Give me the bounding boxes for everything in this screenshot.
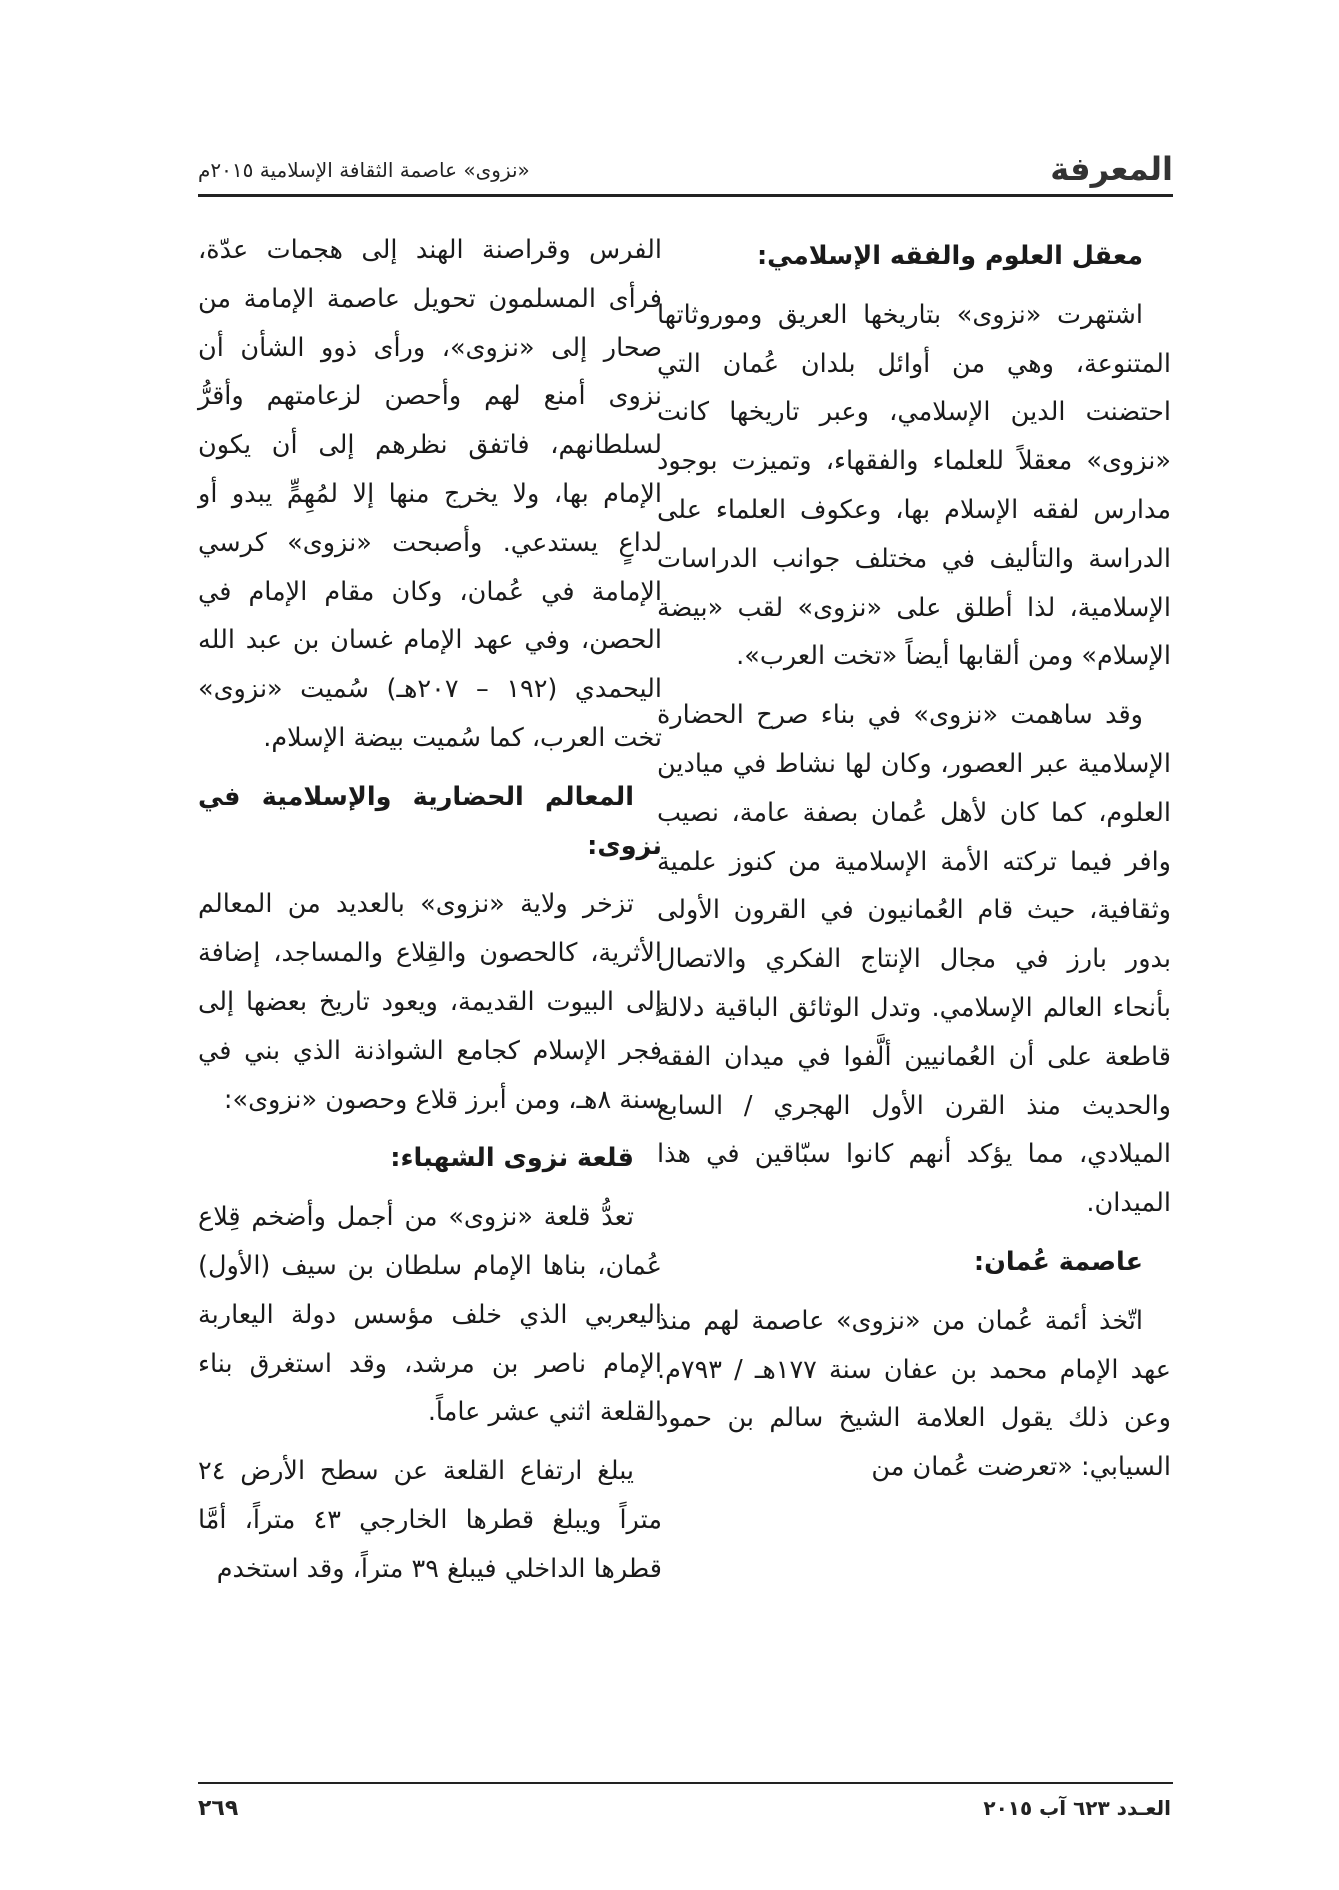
paragraph: تعدُّ قلعة «نزوى» من أجمل وأضخم قِلاع عُمان، بناها الإمام سلطان بن سيف (الأول) اليعربي الذي خلف مؤسس دولة اليعاربة الإمام ناصر بن مرشد، وقد استغرق بناء القلعة اثني عشر عاماً. [198,1202,662,1428]
left-column [198,226,662,1604]
section-heading: معقل العلوم والفقه الإسلامي: [756,241,1143,271]
right-column [657,226,1171,1502]
paragraph: اتّخذ أئمة عُمان من «نزوى» عاصمة لهم منذ عهد الإمام محمد بن عفان سنة ١٧٧هـ / ٧٩٣م. وعن ذلك يقول العلامة الشيخ سالم بن حمود السيابي: «تعرضت عُمان من [657,1305,1171,1483]
issue-info: العـدد ٦٢٣ آب ٢٠١٥ [983,1796,1171,1820]
paragraph: وقد ساهمت «نزوى» في بناء صرح الحضارة الإسلامية عبر العصور، وكان لها نشاط في ميادين العلوم، كما كان لأهل عُمان بصفة عامة، نصيب وافر فيما تركته الأمة الإسلامية من كنوز علمية وثقافية، حيث قام العُمانيون في القرون الأولى بدور بارز في مجال الإنتاج الفكري والاتصال بأنحاء العالم الإسلامي. وتدل الوثائق الباقية دلالة قاطعة على أن العُمانيين ألَّفوا في ميدان الفقه والحديث منذ القرن الأول الهجري / السابع الميلادي، مما يؤكد أنهم كانوا سبّاقين في هذا الميدان. [657,700,1171,1219]
running-title: «نزوى» عاصمة الثقافة الإسلامية ٢٠١٥م [198,158,530,182]
paragraph: يبلغ ارتفاع القلعة عن سطح الأرض ٢٤ متراً ويبلغ قطرها الخارجي ٤٣ متراً، أمَّا قطرها الداخلي فيبلغ ٣٩ متراً، وقد استخدم [198,1456,662,1584]
page-header [198,150,1173,186]
footer-divider [198,1782,1173,1784]
header-divider [198,194,1173,197]
magazine-logo: المعرفة [1050,150,1173,188]
section-heading: عاصمة عُمان: [973,1246,1143,1277]
section-heading: قلعة نزوى الشهباء: [390,1143,634,1174]
paragraph: اشتهرت «نزوى» بتاريخها العريق وموروثاتها المتنوعة، وهي من أوائل بلدان عُمان التي احتضنت الدين الإسلامي، وعبر تاريخها كانت «نزوى» معقلاً للعلماء والفقهاء، وتميزت بوجود مدارس لفقه الإسلام بها، وعكوف العلماء على الدراسة والتأليف في مختلف جوانب الدراسات الإسلامية، لذا أطلق على «نزوى» لقب «بيضة الإسلام» ومن ألقابها أيضاً «تخت العرب». [657,299,1171,672]
paragraph: الفرس وقراصنة الهند إلى هجمات عدّة، فرأى المسلمون تحويل عاصمة الإمامة من صحار إلى «نزوى»، ورأى ذوو الشأن أن نزوى أمنع لهم وأحصن لزعامتهم وأقرُّ لسلطانهم، فاتفق نظرهم إلى أن يكون الإمام بها، ولا يخرج منها إلا لمُهِمٍّ يبدو أو لداعٍ يستدعي. وأصبحت «نزوى» كرسي الإمامة في عُمان، وكان مقام الإمام في الحصن، وفي عهد الإمام غسان بن عبد الله اليحمدي (١٩٢ – ٢٠٧هـ) سُميت «نزوى» تخت العرب، كما سُميت بيضة الإسلام. [198,235,662,753]
section-heading: المعالم الحضارية والإسلامية في نزوى: [198,781,662,861]
paragraph: تزخر ولاية «نزوى» بالعديد من المعالم الأثرية، كالحصون والقِلاع والمساجد، إضافة إلى البيوت القديمة، ويعود تاريخ بعضها إلى فجر الإسلام كجامع الشواذنة الذي بني في سنة ٨هـ، ومن أبرز قلاع وحصون «نزوى»: [198,889,662,1115]
page-number: ٢٦٩ [198,1796,239,1821]
